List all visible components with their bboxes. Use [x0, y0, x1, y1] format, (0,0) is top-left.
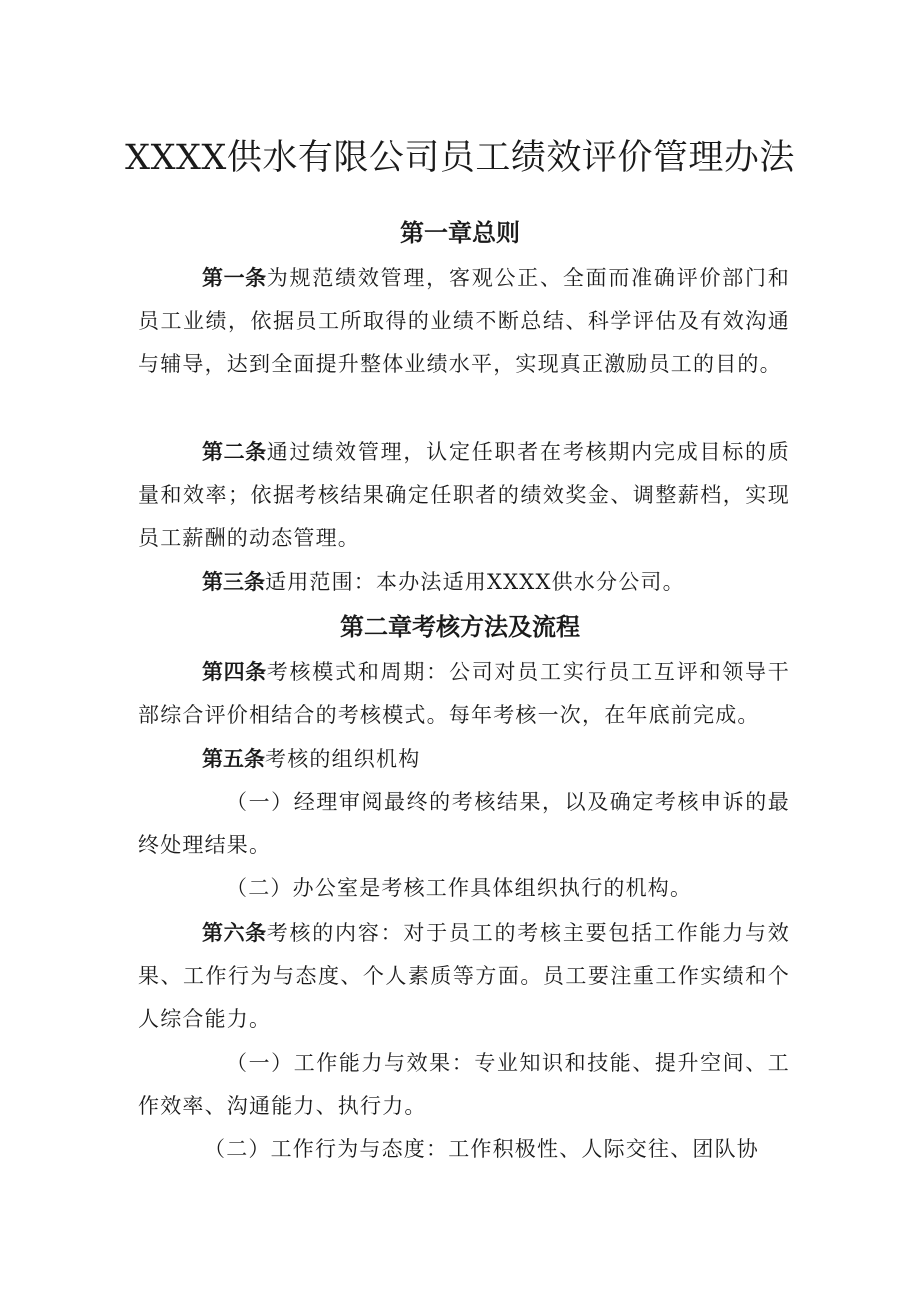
article-5-label: 第五条 [202, 746, 265, 771]
article-4-label: 第四条 [202, 659, 267, 684]
article-3-text: 适用范围：本办法适用XXXX供水分公司。 [265, 570, 685, 594]
article-1 [138, 256, 790, 386]
article-6 [138, 911, 790, 1041]
chapter-2-heading: 第二章考核方法及流程 [340, 612, 580, 641]
article-4 [138, 650, 790, 737]
article-5-text: 考核的组织机构 [265, 747, 421, 771]
article-6-item-2: （二）工作行为与态度：工作积极性、人际交往、团队协 [204, 1137, 759, 1161]
article-3-label: 第三条 [202, 569, 265, 594]
article-5 [138, 737, 790, 781]
article-5-item-2: （二）办公室是考核工作具体组织执行的机构。 [226, 876, 693, 900]
article-6-item-1: （一）工作能力与效果：专业知识和技能、提升空间、工作效率、沟通能力、执行力。 [138, 1051, 790, 1118]
article-4-text: 考核模式和周期：公司对员工实行员工互评和领导干部综合评价相结合的考核模式。每年考核一次，在年底前完成。 [138, 660, 790, 727]
article-1-text: 为规范绩效管理，客观公正、全面而准确评价部门和员工业绩，依据员工所取得的业绩不断总结、科学评估及有效沟通与辅导，达到全面提升整体业绩水平，实现真正激励员工的目的。 [138, 266, 790, 376]
article-6-text: 考核的内容：对于员工的考核主要包括工作能力与效果、工作行为与态度、个人素质等方面。员工要注重工作实绩和个人综合能力。 [138, 921, 790, 1031]
article-6-label: 第六条 [202, 920, 267, 945]
article-2-label: 第二条 [202, 439, 267, 464]
article-3 [138, 560, 790, 604]
document-title: XXXX供水有限公司员工绩效评价管理办法 [125, 138, 795, 178]
article-2 [138, 430, 790, 560]
article-2-text: 通过绩效管理，认定任职者在考核期内完成目标的质量和效率；依据考核结果确定任职者的绩效奖金、调整薪档，实现员工薪酬的动态管理。 [138, 440, 790, 550]
chapter-1-heading: 第一章总则 [400, 218, 520, 247]
article-1-label: 第一条 [202, 265, 267, 290]
article-5-item-1: （一）经理审阅最终的考核结果，以及确定考核申诉的最终处理结果。 [138, 790, 790, 857]
